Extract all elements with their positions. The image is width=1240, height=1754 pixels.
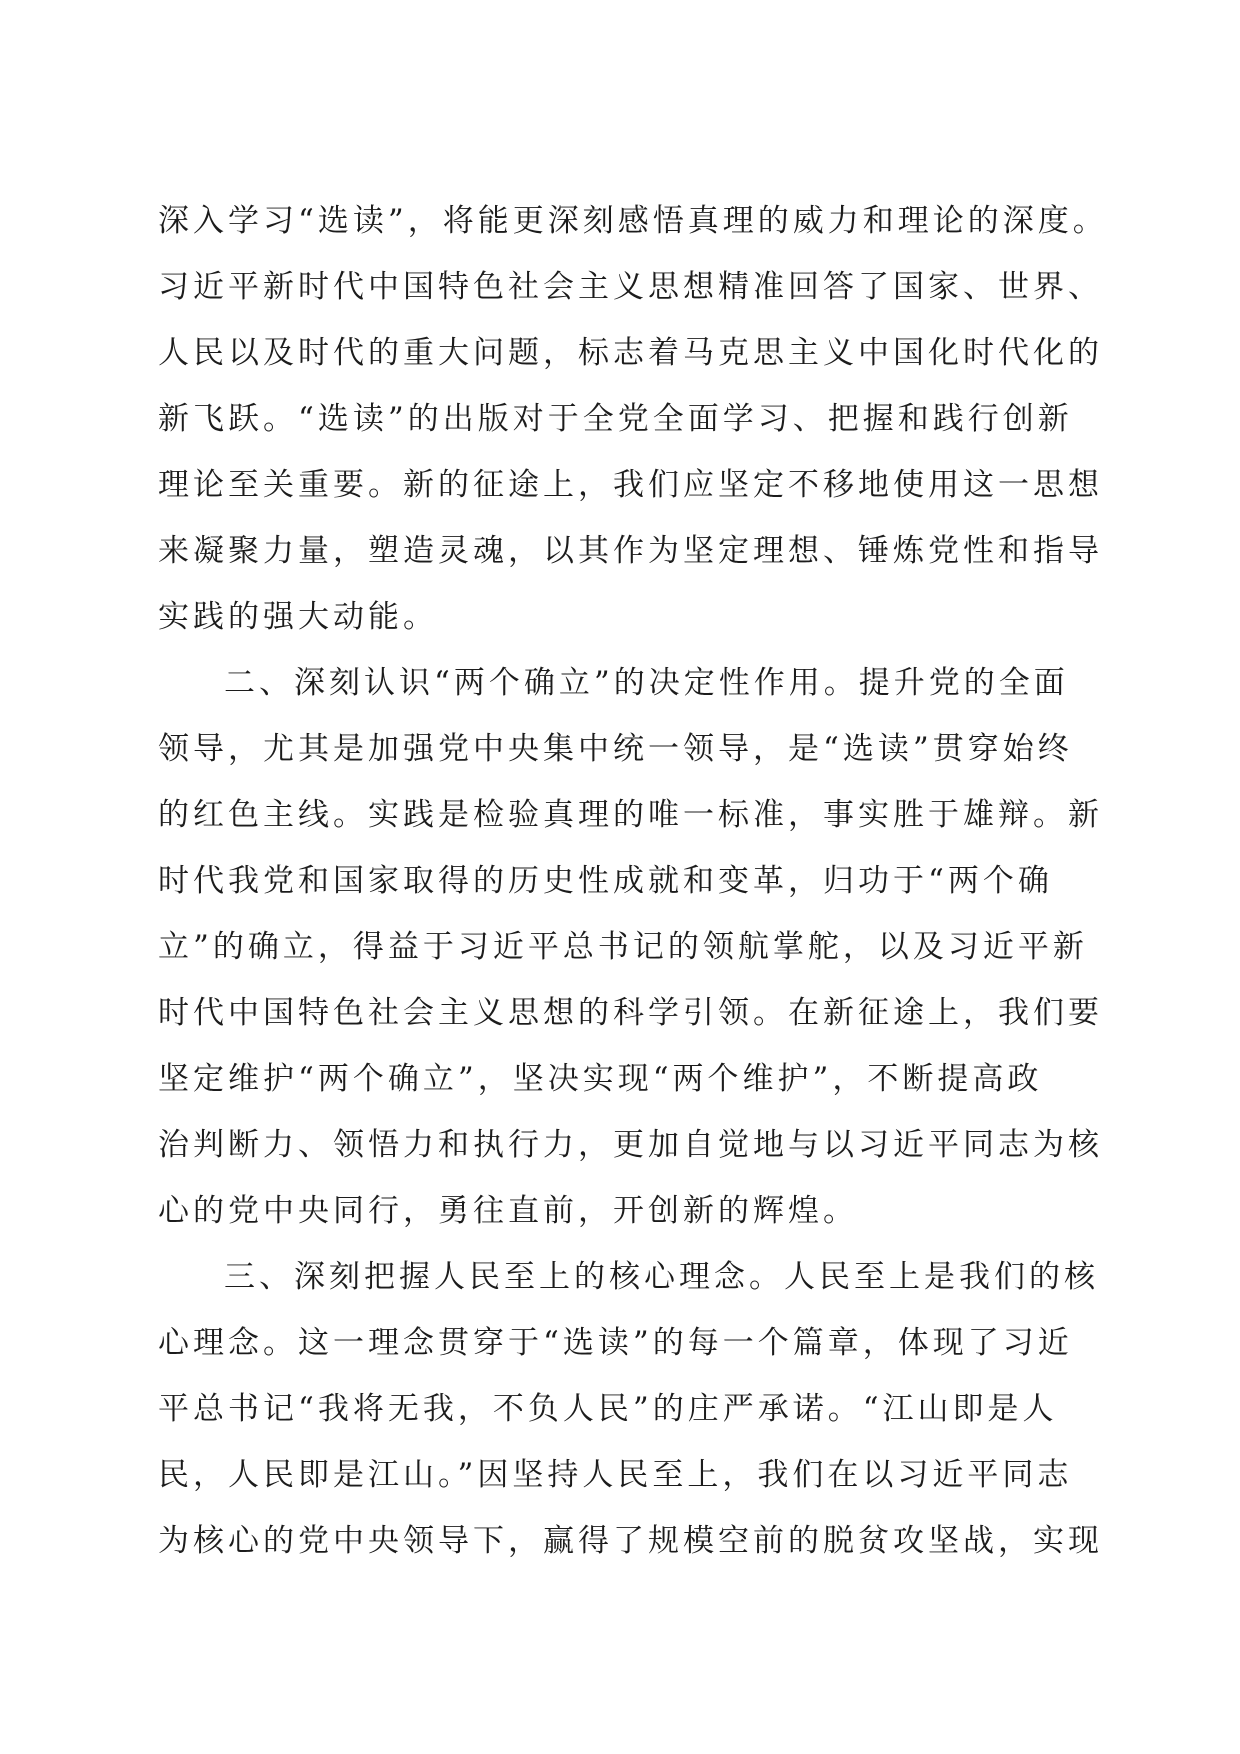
text-line: 深入学习“选读”，将能更深刻感悟真理的威力和理论的深度。 [158, 203, 1108, 239]
section-heading-line: 三、深刻把握人民至上的核心理念。人民至上是我们的核 [224, 1259, 1099, 1295]
text-line: 立”的确立，得益于习近平总书记的领航掌舵，以及习近平新 [158, 929, 1088, 965]
text-line: 新飞跃。“选读”的出版对于全党全面学习、把握和践行创新 [158, 401, 1073, 437]
text-line: 民，人民即是江山。”因坚持人民至上，我们在以习近平同志 [158, 1457, 1073, 1493]
text-line: 心的党中央同行，勇往直前，开创新的辉煌。 [158, 1193, 858, 1229]
text-line: 治判断力、领悟力和执行力，更加自觉地与以习近平同志为核 [158, 1127, 1103, 1163]
text-line: 坚定维护“两个确立”，坚决实现“两个维护”，不断提高政 [158, 1061, 1043, 1097]
text-line: 的红色主线。实践是检验真理的唯一标准，事实胜于雄辩。新 [158, 797, 1103, 833]
text-line: 习近平新时代中国特色社会主义思想精准回答了国家、世界、 [158, 269, 1103, 305]
section-heading-line: 二、深刻认识“两个确立”的决定性作用。提升党的全面 [224, 665, 1069, 701]
text-line: 来凝聚力量，塑造灵魂，以其作为坚定理想、锤炼党性和指导 [158, 533, 1103, 569]
text-line: 时代我党和国家取得的历史性成就和变革，归功于“两个确 [158, 863, 1053, 899]
text-line: 心理念。这一理念贯穿于“选读”的每一个篇章，体现了习近 [158, 1325, 1073, 1361]
document-body [158, 188, 1108, 1574]
text-line: 理论至关重要。新的征途上，我们应坚定不移地使用这一思想 [158, 467, 1103, 503]
text-line: 领导，尤其是加强党中央集中统一领导，是“选读”贯穿始终 [158, 731, 1073, 767]
text-line: 平总书记“我将无我，不负人民”的庄严承诺。“江山即是人 [158, 1391, 1058, 1427]
text-line: 时代中国特色社会主义思想的科学引领。在新征途上，我们要 [158, 995, 1103, 1031]
text-line: 为核心的党中央领导下，赢得了规模空前的脱贫攻坚战，实现 [158, 1523, 1103, 1559]
text-line: 实践的强大动能。 [158, 599, 438, 635]
text-line: 人民以及时代的重大问题，标志着马克思主义中国化时代化的 [158, 335, 1103, 371]
